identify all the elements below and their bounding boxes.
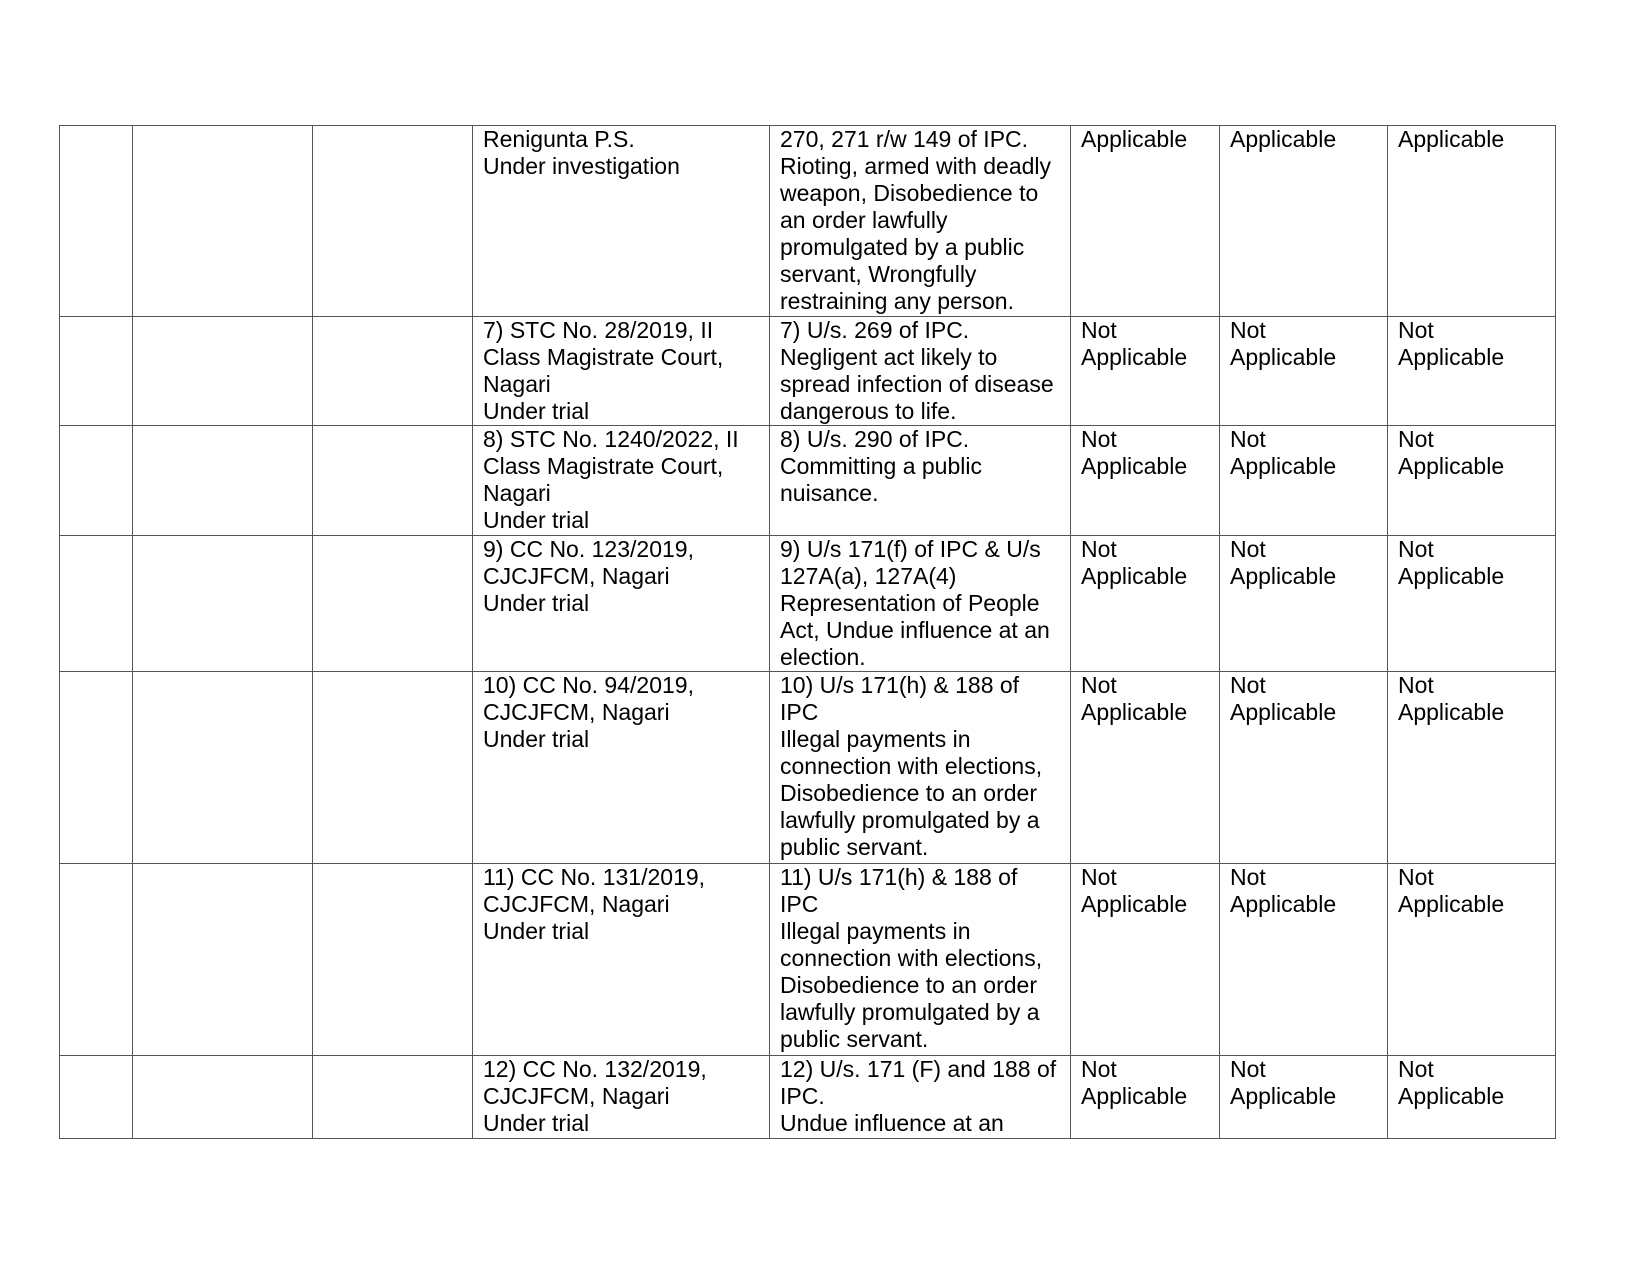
applicability-cell: Not Applicable	[1071, 672, 1220, 864]
sections-cell: 10) U/s 171(h) & 188 of IPC Illegal payments in connection with elections, Disobedience to an order lawfully promulgated by a public servant.	[770, 672, 1071, 864]
case-details-cell: 12) CC No. 132/2019, CJCJFCM, Nagari Under trial	[473, 1056, 770, 1139]
applicability-cell: Not Applicable	[1388, 426, 1556, 536]
applicability-cell: Not Applicable	[1220, 1056, 1388, 1139]
table-row	[60, 672, 1556, 864]
empty-cell	[313, 426, 473, 536]
sections-cell: 7) U/s. 269 of IPC. Negligent act likely to spread infection of disease dangerous to life.	[770, 317, 1071, 426]
table-row	[60, 1056, 1556, 1139]
empty-cell	[313, 536, 473, 672]
applicability-cell: Not Applicable	[1071, 536, 1220, 672]
applicability-cell: Applicable	[1388, 126, 1556, 317]
empty-cell	[133, 672, 313, 864]
case-details-cell: 10) CC No. 94/2019, CJCJFCM, Nagari Under trial	[473, 672, 770, 864]
empty-cell	[133, 317, 313, 426]
table-row	[60, 864, 1556, 1056]
empty-cell	[133, 864, 313, 1056]
empty-cell	[313, 864, 473, 1056]
applicability-cell: Not Applicable	[1071, 426, 1220, 536]
case-details-cell: 11) CC No. 131/2019, CJCJFCM, Nagari Under trial	[473, 864, 770, 1056]
sections-cell: 11) U/s 171(h) & 188 of IPC Illegal payments in connection with elections, Disobedience to an order lawfully promulgated by a public servant.	[770, 864, 1071, 1056]
applicability-cell: Not Applicable	[1220, 864, 1388, 1056]
empty-cell	[313, 317, 473, 426]
case-details-cell: 9) CC No. 123/2019, CJCJFCM, Nagari Under trial	[473, 536, 770, 672]
empty-cell	[313, 672, 473, 864]
empty-cell	[60, 317, 133, 426]
empty-cell	[60, 672, 133, 864]
applicability-cell: Not Applicable	[1388, 864, 1556, 1056]
case-details-cell: Renigunta P.S. Under investigation	[473, 126, 770, 317]
applicability-cell: Not Applicable	[1388, 317, 1556, 426]
case-details-cell: 7) STC No. 28/2019, II Class Magistrate Court, Nagari Under trial	[473, 317, 770, 426]
empty-cell	[313, 126, 473, 317]
case-details-cell: 8) STC No. 1240/2022, II Class Magistrate Court, Nagari Under trial	[473, 426, 770, 536]
applicability-cell: Not Applicable	[1071, 864, 1220, 1056]
applicability-cell: Not Applicable	[1220, 672, 1388, 864]
applicability-cell: Applicable	[1071, 126, 1220, 317]
applicability-cell: Not Applicable	[1071, 317, 1220, 426]
empty-cell	[60, 536, 133, 672]
empty-cell	[60, 1056, 133, 1139]
applicability-cell: Not Applicable	[1388, 1056, 1556, 1139]
sections-cell: 270, 271 r/w 149 of IPC. Rioting, armed with deadly weapon, Disobedience to an order lawfully promulgated by a public servant, Wrongfully restraining any person.	[770, 126, 1071, 317]
empty-cell	[133, 426, 313, 536]
table-row	[60, 317, 1556, 426]
applicability-cell: Not Applicable	[1220, 536, 1388, 672]
sections-cell: 9) U/s 171(f) of IPC & U/s 127A(a), 127A(4) Representation of People Act, Undue influence at an election.	[770, 536, 1071, 672]
table-row	[60, 536, 1556, 672]
empty-cell	[133, 126, 313, 317]
empty-cell	[313, 1056, 473, 1139]
table-row	[60, 126, 1556, 317]
empty-cell	[60, 126, 133, 317]
empty-cell	[133, 1056, 313, 1139]
cases-table	[59, 125, 1556, 1139]
sections-cell: 8) U/s. 290 of IPC. Committing a public nuisance.	[770, 426, 1071, 536]
empty-cell	[60, 426, 133, 536]
applicability-cell: Not Applicable	[1071, 1056, 1220, 1139]
empty-cell	[133, 536, 313, 672]
applicability-cell: Not Applicable	[1388, 536, 1556, 672]
applicability-cell: Not Applicable	[1388, 672, 1556, 864]
sections-cell: 12) U/s. 171 (F) and 188 of IPC. Undue influence at an	[770, 1056, 1071, 1139]
applicability-cell: Applicable	[1220, 126, 1388, 317]
empty-cell	[60, 864, 133, 1056]
applicability-cell: Not Applicable	[1220, 317, 1388, 426]
table-row	[60, 426, 1556, 536]
applicability-cell: Not Applicable	[1220, 426, 1388, 536]
